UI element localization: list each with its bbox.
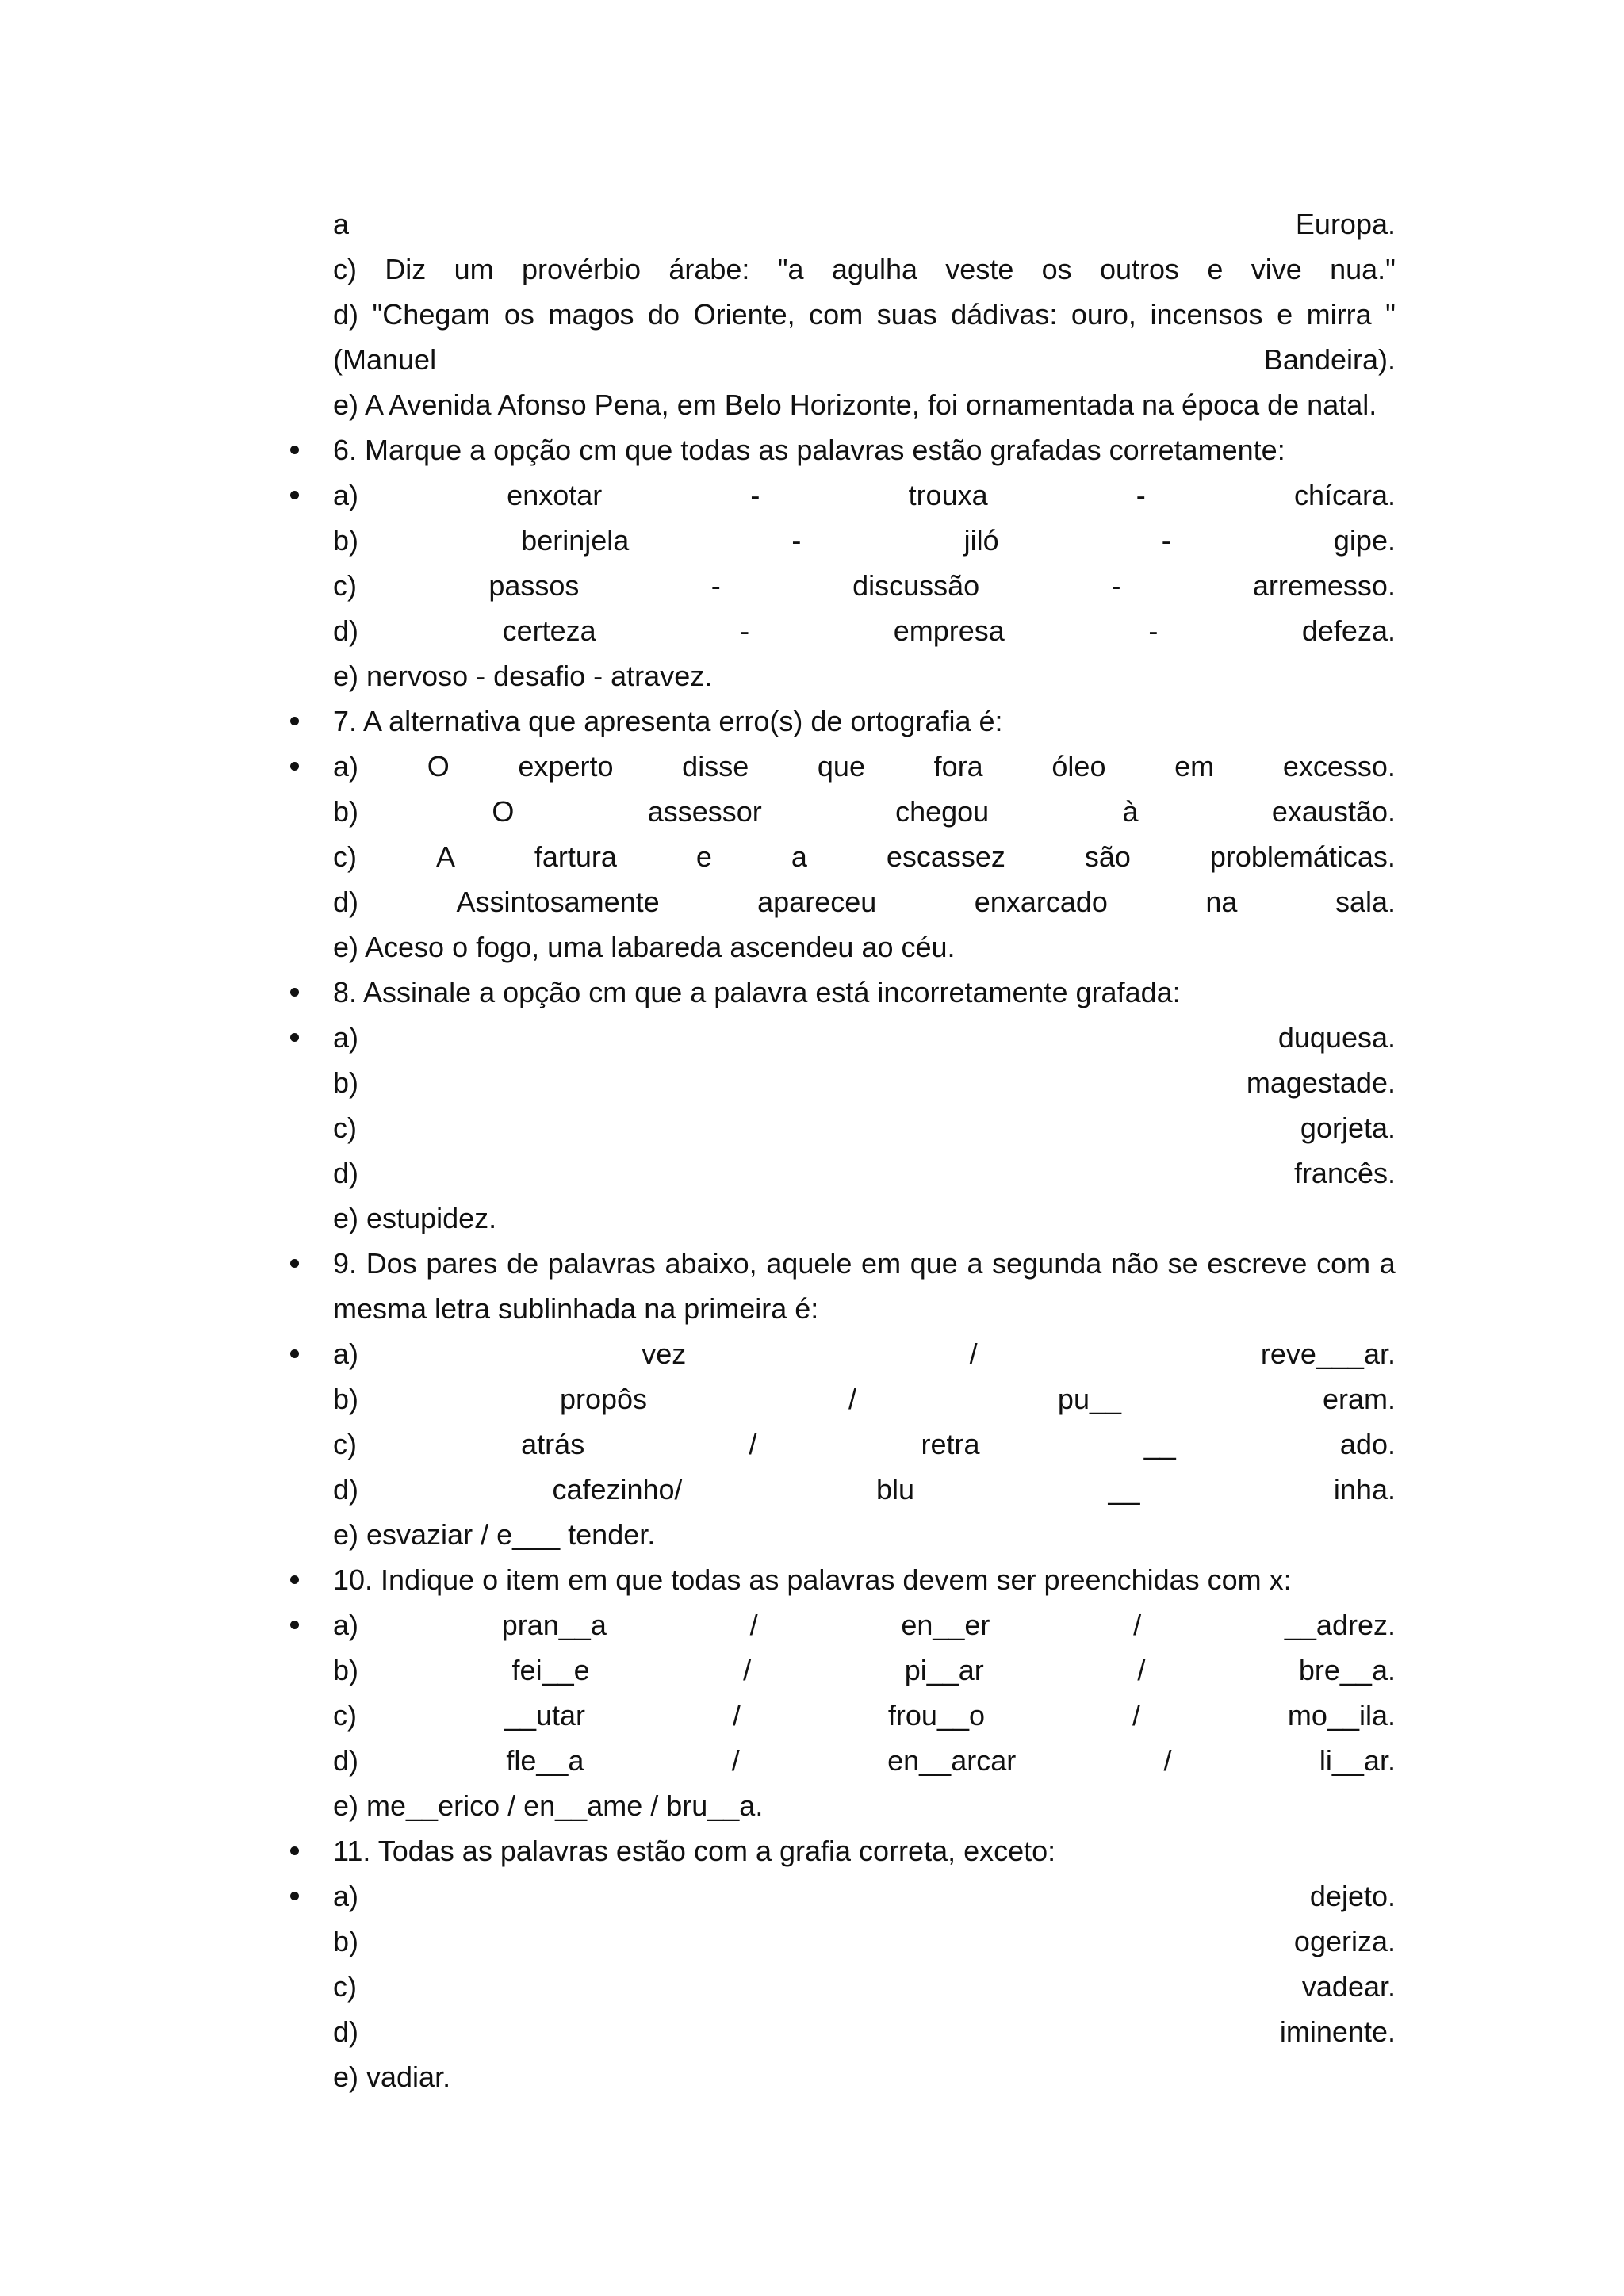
line-text: excesso.: [1282, 750, 1396, 783]
bullet-icon: [286, 1015, 302, 1060]
line-text: 11. Todas as palavras estão com a grafia correta, exceto:: [333, 1835, 1056, 1867]
line-text: experto: [518, 750, 614, 783]
line-text: -: [1136, 479, 1146, 511]
line-text: /: [848, 1383, 856, 1415]
text-line: [333, 292, 1396, 337]
text-line: [333, 1196, 1396, 1241]
line-text: b): [333, 1066, 359, 1099]
line-text: __: [1143, 1428, 1176, 1460]
line-text: francês.: [1293, 1157, 1396, 1189]
text-line: [333, 1241, 1396, 1286]
line-text: -: [1148, 614, 1159, 647]
line-text: pares: [426, 1247, 498, 1280]
line-text: a): [333, 750, 359, 783]
text-line: [333, 698, 1396, 744]
line-text: trouxa: [908, 479, 988, 511]
line-text: gipe.: [1333, 524, 1396, 557]
line-text: -: [710, 569, 721, 602]
line-text: b): [333, 795, 359, 828]
line-text: escassez: [886, 840, 1005, 873]
text-line: [333, 1376, 1396, 1422]
bullet-icon: [286, 473, 302, 518]
line-text: /: [743, 1654, 752, 1686]
line-text: ado.: [1339, 1428, 1396, 1460]
line-text: os: [1041, 253, 1072, 285]
text-line: [333, 1467, 1396, 1512]
line-text: e) nervoso - desafio - atravez.: [333, 660, 713, 692]
line-text: aquele: [766, 1247, 852, 1280]
line-text: /: [1163, 1744, 1172, 1777]
line-text: inha.: [1333, 1473, 1396, 1506]
line-text: a: [1379, 1247, 1396, 1280]
line-text: vez: [642, 1337, 687, 1370]
line-text: na: [1205, 886, 1238, 918]
bullet-icon: [286, 1828, 302, 1873]
line-text: abaixo,: [665, 1247, 757, 1280]
line-text: __utar: [504, 1699, 586, 1732]
text-line: [333, 1557, 1396, 1602]
line-text: d): [333, 1473, 359, 1506]
line-text: jiló: [963, 524, 999, 557]
line-text: /: [1137, 1654, 1146, 1686]
line-text: apareceu: [757, 886, 877, 918]
line-text: atrás: [521, 1428, 585, 1460]
bullet-icon: [286, 744, 302, 789]
line-text: d): [333, 2015, 359, 2048]
line-text: agulha: [831, 253, 917, 285]
bullet-icon: [286, 1602, 302, 1647]
text-line: [333, 1331, 1396, 1376]
line-text: -: [740, 614, 750, 647]
line-text: 7. A alternativa que apresenta erro(s) de ortografia é:: [333, 705, 1003, 737]
line-text: segunda: [992, 1247, 1102, 1280]
line-text: defeza.: [1301, 614, 1396, 647]
line-text: passos: [488, 569, 580, 602]
line-text: 8. Assinale a opção cm que a palavra está incorretamente grafada:: [333, 976, 1181, 1008]
bullet-icon: [286, 427, 302, 473]
line-text: d): [333, 1157, 359, 1189]
line-text: /: [749, 1428, 757, 1460]
line-text: c): [333, 1112, 357, 1144]
text-line: [333, 1873, 1396, 1919]
text-line: [333, 2054, 1396, 2099]
line-text: magestade.: [1246, 1066, 1396, 1099]
line-text: e) A Avenida Afonso Pena, em Belo Horizonte, foi ornamentada na época de natal.: [333, 388, 1377, 421]
line-text: à: [1122, 795, 1139, 828]
line-text: mirra: [1306, 298, 1372, 331]
text-line: [333, 744, 1396, 789]
line-text: Europa.: [1295, 208, 1396, 240]
line-text: b): [333, 1383, 359, 1415]
line-text: provérbio: [521, 253, 642, 285]
line-text: não: [1110, 1247, 1159, 1280]
document-body: [333, 201, 1396, 2099]
line-text: dejeto.: [1309, 1880, 1396, 1912]
line-text: vive: [1251, 253, 1302, 285]
bullet-icon: [286, 1331, 302, 1376]
line-text: problemáticas.: [1209, 840, 1396, 873]
line-text: c): [333, 253, 357, 285]
line-text: enxotar: [507, 479, 603, 511]
line-text: /: [749, 1609, 758, 1641]
line-text: a: [333, 208, 350, 240]
line-text: com: [809, 298, 864, 331]
line-text: e: [1277, 298, 1293, 331]
line-text: exaustão.: [1271, 795, 1396, 828]
line-text: arremesso.: [1252, 569, 1396, 602]
line-text: pu__: [1057, 1383, 1122, 1415]
line-text: a): [333, 1609, 359, 1641]
text-line: [333, 1647, 1396, 1693]
line-text: li__ar.: [1319, 1744, 1396, 1777]
line-text: ": [1385, 298, 1396, 331]
line-text: gorjeta.: [1300, 1112, 1396, 1144]
text-line: [333, 247, 1396, 292]
line-text: do: [648, 298, 680, 331]
line-text: c): [333, 840, 357, 873]
text-line: [333, 1060, 1396, 1105]
line-text: "a: [777, 253, 804, 285]
line-text: A: [435, 840, 455, 873]
line-text: e: [695, 840, 712, 873]
line-text: /: [731, 1744, 740, 1777]
text-line: [333, 518, 1396, 563]
line-text: palavras: [547, 1247, 656, 1280]
text-line: [333, 382, 1396, 427]
line-text: disse: [682, 750, 749, 783]
line-text: d): [333, 1744, 359, 1777]
text-line: [333, 563, 1396, 608]
line-text: veste: [945, 253, 1014, 285]
text-line: [333, 879, 1396, 924]
bullet-icon: [286, 1873, 302, 1919]
line-text: magos: [548, 298, 634, 331]
text-line: [333, 1422, 1396, 1467]
line-text: cafezinho/: [552, 1473, 683, 1506]
line-text: um: [454, 253, 494, 285]
line-text: propôs: [559, 1383, 648, 1415]
line-text: escreve: [1207, 1247, 1308, 1280]
bullet-icon: [286, 1241, 302, 1286]
text-line: [333, 1693, 1396, 1738]
text-line: [333, 1602, 1396, 1647]
text-line: [333, 1286, 1396, 1331]
text-line: [333, 337, 1396, 382]
line-text: 9.: [333, 1247, 358, 1280]
line-text: vadear.: [1301, 1970, 1396, 2003]
line-text: d): [333, 298, 359, 331]
line-text: a: [791, 840, 807, 873]
line-text: c): [333, 569, 357, 602]
text-line: [333, 201, 1396, 247]
line-text: em: [861, 1247, 902, 1280]
line-text: Assintosamente: [456, 886, 660, 918]
text-line: [333, 1512, 1396, 1557]
line-text: "Chegam: [372, 298, 491, 331]
line-text: en__arcar: [887, 1744, 1017, 1777]
line-text: que: [817, 750, 865, 783]
line-text: assessor: [647, 795, 762, 828]
line-text: discussão: [852, 569, 980, 602]
line-text: d): [333, 614, 359, 647]
line-text: nua.": [1330, 253, 1396, 285]
line-text: -: [1161, 524, 1171, 557]
line-text: /: [732, 1699, 741, 1732]
line-text: O: [427, 750, 450, 783]
line-text: e) estupidez.: [333, 1202, 497, 1234]
line-text: a): [333, 1880, 359, 1912]
line-text: __: [1108, 1473, 1140, 1506]
text-line: [333, 427, 1396, 473]
line-text: fartura: [534, 840, 617, 873]
line-text: (Manuel: [333, 343, 437, 376]
line-text: certeza: [502, 614, 596, 647]
text-line: [333, 1964, 1396, 2009]
bullet-icon: [286, 970, 302, 1015]
bullet-icon: [286, 698, 302, 744]
line-text: blu: [875, 1473, 915, 1506]
line-text: /: [969, 1337, 978, 1370]
text-line: [333, 1105, 1396, 1150]
line-text: pi__ar: [904, 1654, 984, 1686]
line-text: enxarcado: [974, 886, 1108, 918]
text-line: [333, 1738, 1396, 1783]
line-text: Oriente,: [693, 298, 795, 331]
line-text: retra: [921, 1428, 980, 1460]
line-text: -: [750, 479, 760, 511]
line-text: os: [504, 298, 534, 331]
line-text: /: [1133, 1609, 1142, 1641]
line-text: são: [1084, 840, 1131, 873]
line-text: mesma letra sublinhada na primeira é:: [333, 1292, 819, 1325]
text-line: [333, 1783, 1396, 1828]
line-text: chegou: [895, 795, 990, 828]
line-text: a): [333, 1337, 359, 1370]
line-text: a: [967, 1247, 983, 1280]
line-text: mo__ila.: [1287, 1699, 1396, 1732]
line-text: c): [333, 1699, 357, 1732]
line-text: c): [333, 1428, 357, 1460]
line-text: suas: [876, 298, 937, 331]
line-text: fora: [933, 750, 983, 783]
text-line: [333, 1015, 1396, 1060]
text-line: [333, 653, 1396, 698]
line-text: e) Aceso o fogo, uma labareda ascendeu ao céu.: [333, 931, 956, 963]
line-text: se: [1167, 1247, 1198, 1280]
text-line: [333, 1919, 1396, 1964]
line-text: frou__o: [887, 1699, 986, 1732]
line-text: -: [791, 524, 802, 557]
line-text: Diz: [385, 253, 427, 285]
line-text: e) me__erico / en__ame / bru__a.: [333, 1789, 764, 1822]
text-line: [333, 1828, 1396, 1873]
line-text: ouro,: [1071, 298, 1136, 331]
text-line: [333, 2009, 1396, 2054]
line-text: b): [333, 1654, 359, 1686]
line-text: a): [333, 1021, 359, 1054]
text-line: [333, 924, 1396, 970]
line-text: e) esvaziar / e___ tender.: [333, 1518, 656, 1551]
line-text: em: [1174, 750, 1215, 783]
line-text: /: [1132, 1699, 1140, 1732]
line-text: O: [492, 795, 515, 828]
line-text: b): [333, 1925, 359, 1957]
line-text: 10. Indique o item em que todas as palavras devem ser preenchidas com x:: [333, 1563, 1292, 1596]
line-text: d): [333, 886, 359, 918]
line-text: -: [1111, 569, 1121, 602]
line-text: duquesa.: [1277, 1021, 1396, 1054]
line-text: 6. Marque a opção cm que todas as palavras estão grafadas corretamente:: [333, 434, 1285, 466]
line-text: dádivas:: [951, 298, 1058, 331]
text-line: [333, 970, 1396, 1015]
line-text: com: [1316, 1247, 1371, 1280]
bullet-icon: [286, 1557, 302, 1602]
line-text: en__er: [901, 1609, 990, 1641]
line-text: a): [333, 479, 359, 511]
line-text: pran__a: [501, 1609, 607, 1641]
line-text: Dos: [366, 1247, 417, 1280]
line-text: e) vadiar.: [333, 2061, 451, 2093]
line-text: b): [333, 524, 359, 557]
line-text: óleo: [1051, 750, 1106, 783]
line-text: reve___ar.: [1260, 1337, 1396, 1370]
line-text: outros: [1100, 253, 1180, 285]
line-text: berinjela: [521, 524, 630, 557]
line-text: __adrez.: [1284, 1609, 1396, 1641]
line-text: sala.: [1335, 886, 1396, 918]
line-text: Bandeira).: [1263, 343, 1396, 376]
line-text: de: [507, 1247, 539, 1280]
text-line: [333, 789, 1396, 834]
line-text: fei__e: [511, 1654, 590, 1686]
line-text: eram.: [1322, 1383, 1396, 1415]
line-text: que: [910, 1247, 958, 1280]
line-text: iminente.: [1279, 2015, 1396, 2048]
line-text: empresa: [893, 614, 1005, 647]
text-line: [333, 1150, 1396, 1196]
text-line: [333, 834, 1396, 879]
line-text: fle__a: [506, 1744, 584, 1777]
line-text: e: [1207, 253, 1224, 285]
line-text: c): [333, 1970, 357, 2003]
line-text: árabe:: [668, 253, 750, 285]
line-text: ogeriza.: [1293, 1925, 1396, 1957]
line-text: chícara.: [1293, 479, 1396, 511]
text-line: [333, 473, 1396, 518]
text-line: [333, 608, 1396, 653]
line-text: bre__a.: [1298, 1654, 1396, 1686]
line-text: incensos: [1150, 298, 1263, 331]
